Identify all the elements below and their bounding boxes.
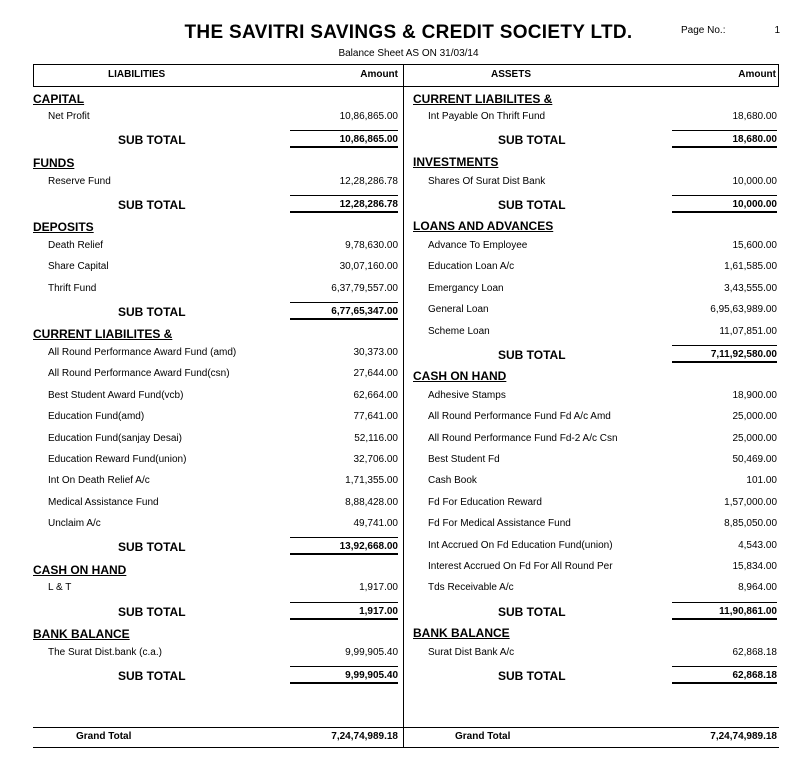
table-row <box>428 304 777 324</box>
item-name: Fd For Medical Assistance Fund <box>428 518 571 529</box>
liabilities-grand-total: 7,24,74,989.18 <box>331 731 398 742</box>
report-title: THE SAVITRI SAVINGS & CREDIT SOCIETY LTD. <box>184 22 633 43</box>
table-row <box>428 176 777 196</box>
subtotal-amount: 62,868.18 <box>672 666 777 684</box>
subtotal-amount: 9,99,905.40 <box>290 666 398 684</box>
table-row <box>48 647 398 667</box>
item-name: All Round Performance Fund Fd-2 A/c Csn <box>428 433 618 444</box>
item-amount: 62,868.18 <box>732 647 777 658</box>
item-amount: 8,964.00 <box>738 582 777 593</box>
subtotal-label: SUB TOTAL <box>498 605 566 619</box>
assets-subtotal-row <box>498 348 777 368</box>
item-amount: 1,71,355.00 <box>345 475 398 486</box>
item-amount: 30,373.00 <box>353 347 398 358</box>
item-amount: 6,95,63,989.00 <box>710 304 777 315</box>
table-row <box>428 647 777 667</box>
subtotal-amount: 10,86,865.00 <box>290 130 398 148</box>
liabilities-subtotal-row <box>118 198 398 218</box>
assets-subtotal-row <box>498 669 777 689</box>
liabilities-subtotal-row <box>118 305 398 325</box>
item-name: Education Loan A/c <box>428 261 515 272</box>
subtotal-label: SUB TOTAL <box>118 198 186 212</box>
table-row <box>428 540 777 560</box>
table-row <box>48 347 398 367</box>
item-name: Medical Assistance Fund <box>48 497 159 508</box>
item-amount: 4,543.00 <box>738 540 777 551</box>
item-name: Best Student Fd <box>428 454 500 465</box>
subtotal-amount: 10,000.00 <box>672 195 777 213</box>
item-amount: 27,644.00 <box>353 368 398 379</box>
liabilities-subtotal-row <box>118 605 398 625</box>
item-name: Advance To Employee <box>428 240 528 251</box>
assets-subtotal-row <box>498 198 777 218</box>
table-row <box>48 518 398 538</box>
item-name: Scheme Loan <box>428 326 490 337</box>
column-divider <box>403 64 404 748</box>
table-row <box>48 454 398 474</box>
table-row <box>48 261 398 281</box>
table-row <box>48 411 398 431</box>
table-row <box>428 433 777 453</box>
table-row <box>48 497 398 517</box>
group-title-text: BANK BALANCE <box>413 626 510 640</box>
table-row <box>48 176 398 196</box>
item-amount: 8,85,050.00 <box>724 518 777 529</box>
group-title-text: DEPOSITS <box>33 220 94 234</box>
table-row <box>428 582 777 602</box>
item-name: Death Relief <box>48 240 104 251</box>
subtotal-amount: 18,680.00 <box>672 130 777 148</box>
item-amount: 12,28,286.78 <box>339 176 398 187</box>
item-amount: 6,37,79,557.00 <box>331 283 398 294</box>
item-name: Surat Dist Bank A/c <box>428 647 515 658</box>
item-name: Int Accrued On Fd Education Fund(union) <box>428 540 613 551</box>
item-amount: 1,917.00 <box>359 582 398 593</box>
item-amount: 32,706.00 <box>353 454 398 465</box>
item-name: Unclaim A/c <box>48 518 101 529</box>
subtotal-amount: 11,90,861.00 <box>672 602 777 620</box>
item-name: Adhesive Stamps <box>428 390 506 401</box>
table-row <box>428 518 777 538</box>
item-name: All Round Performance Award Fund(csn) <box>48 368 230 379</box>
subtotal-label: SUB TOTAL <box>118 540 186 554</box>
page-number-label: Page No.: <box>681 25 726 36</box>
subtotal-amount: 13,92,668.00 <box>290 537 398 555</box>
item-amount: 1,57,000.00 <box>724 497 777 508</box>
table-row <box>428 240 777 260</box>
subtotal-label: SUB TOTAL <box>118 605 186 619</box>
group-title-text: LOANS AND ADVANCES <box>413 219 554 233</box>
assets-amount-header: Amount <box>738 69 776 80</box>
item-name: Thrift Fund <box>48 283 97 294</box>
subtotal-amount: 7,11,92,580.00 <box>672 345 777 363</box>
item-name: Education Fund(amd) <box>48 411 145 422</box>
subtotal-amount: 12,28,286.78 <box>290 195 398 213</box>
assets-header: ASSETS <box>491 69 532 80</box>
item-amount: 3,43,555.00 <box>724 283 777 294</box>
table-row <box>48 283 398 303</box>
item-name: Int Payable On Thrift Fund <box>428 111 546 122</box>
item-amount: 52,116.00 <box>354 433 398 444</box>
item-amount: 10,86,865.00 <box>339 111 398 122</box>
subtotal-label: SUB TOTAL <box>118 669 186 683</box>
group-title-text: CURRENT LIABILITES & <box>33 327 173 341</box>
item-amount: 101.00 <box>746 475 777 486</box>
item-amount: 25,000.00 <box>732 411 777 422</box>
liabilities-amount-header: Amount <box>360 69 398 80</box>
item-amount: 77,641.00 <box>353 411 398 422</box>
group-title-text: FUNDS <box>33 156 75 170</box>
table-row <box>428 454 777 474</box>
item-name: Int On Death Relief A/c <box>48 475 150 486</box>
item-name: Fd For Education Reward <box>428 497 542 508</box>
table-row <box>48 240 398 260</box>
liabilities-subtotal-row <box>118 540 398 560</box>
item-amount: 49,741.00 <box>353 518 398 529</box>
table-row <box>48 368 398 388</box>
table-row <box>48 111 398 131</box>
item-amount: 25,000.00 <box>732 433 777 444</box>
table-row <box>48 433 398 453</box>
subtotal-label: SUB TOTAL <box>118 305 186 319</box>
group-title-text: CAPITAL <box>33 92 85 106</box>
subtotal-label: SUB TOTAL <box>498 133 566 147</box>
table-row <box>428 561 777 581</box>
report-subtitle: Balance Sheet AS ON 31/03/14 <box>338 48 479 59</box>
item-name: Education Fund(sanjay Desai) <box>48 433 182 444</box>
item-name: Share Capital <box>48 261 109 272</box>
assets-grand-total-label: Grand Total <box>455 731 511 742</box>
subtotal-label: SUB TOTAL <box>498 669 566 683</box>
item-name: Best Student Award Fund(vcb) <box>48 390 184 401</box>
table-row <box>428 283 777 303</box>
item-name: Shares Of Surat Dist Bank <box>428 176 546 187</box>
page-number: 1 <box>774 25 780 36</box>
assets-subtotal-row <box>498 133 777 153</box>
item-name: All Round Performance Fund Fd A/c Amd <box>428 411 611 422</box>
item-amount: 9,78,630.00 <box>345 240 398 251</box>
group-title-text: CASH ON HAND <box>33 563 127 577</box>
item-amount: 10,000.00 <box>732 176 777 187</box>
subtotal-label: SUB TOTAL <box>118 133 186 147</box>
subtotal-amount: 1,917.00 <box>290 602 398 620</box>
item-amount: 15,834.00 <box>732 561 777 572</box>
item-name: General Loan <box>428 304 489 315</box>
table-row <box>428 497 777 517</box>
item-name: Emergancy Loan <box>428 283 504 294</box>
item-amount: 18,680.00 <box>732 111 777 122</box>
liabilities-subtotal-row <box>118 669 398 689</box>
item-name: The Surat Dist.bank (c.a.) <box>48 647 162 658</box>
table-row <box>428 326 777 346</box>
item-name: Reserve Fund <box>48 176 111 187</box>
liabilities-subtotal-row <box>118 133 398 153</box>
item-name: Education Reward Fund(union) <box>48 454 187 465</box>
liabilities-grand-total-label: Grand Total <box>76 731 132 742</box>
item-amount: 8,88,428.00 <box>345 497 398 508</box>
item-amount: 18,900.00 <box>732 390 777 401</box>
item-name: Cash Book <box>428 475 477 486</box>
item-name: Tds Receivable A/c <box>428 582 514 593</box>
item-amount: 1,61,585.00 <box>724 261 777 272</box>
item-amount: 11,07,851.00 <box>719 326 777 337</box>
item-name: Net Profit <box>48 111 90 122</box>
liabilities-header: LIABILITIES <box>108 69 166 80</box>
item-amount: 50,469.00 <box>732 454 777 465</box>
item-name: Interest Accrued On Fd For All Round Per <box>428 561 613 572</box>
table-row <box>428 261 777 281</box>
grand-total-top-rule <box>33 727 779 728</box>
item-amount: 30,07,160.00 <box>339 261 398 272</box>
group-title-text: CASH ON HAND <box>413 369 507 383</box>
table-row <box>48 582 398 602</box>
subtotal-amount: 6,77,65,347.00 <box>290 302 398 320</box>
table-row <box>428 411 777 431</box>
item-amount: 62,664.00 <box>353 390 398 401</box>
item-amount: 15,600.00 <box>732 240 777 251</box>
group-title-text: BANK BALANCE <box>33 627 130 641</box>
assets-subtotal-row <box>498 605 777 625</box>
item-name: All Round Performance Award Fund (amd) <box>48 347 237 358</box>
table-row <box>428 111 777 131</box>
subtotal-label: SUB TOTAL <box>498 198 566 212</box>
table-row <box>48 390 398 410</box>
item-name: L & T <box>48 582 72 593</box>
table-row <box>428 475 777 495</box>
table-row <box>48 475 398 495</box>
group-title-text: CURRENT LIABILITES & <box>413 92 553 106</box>
table-row <box>428 390 777 410</box>
group-title-text: INVESTMENTS <box>413 155 499 169</box>
subtotal-label: SUB TOTAL <box>498 348 566 362</box>
item-amount: 9,99,905.40 <box>345 647 398 658</box>
assets-grand-total: 7,24,74,989.18 <box>710 731 777 742</box>
